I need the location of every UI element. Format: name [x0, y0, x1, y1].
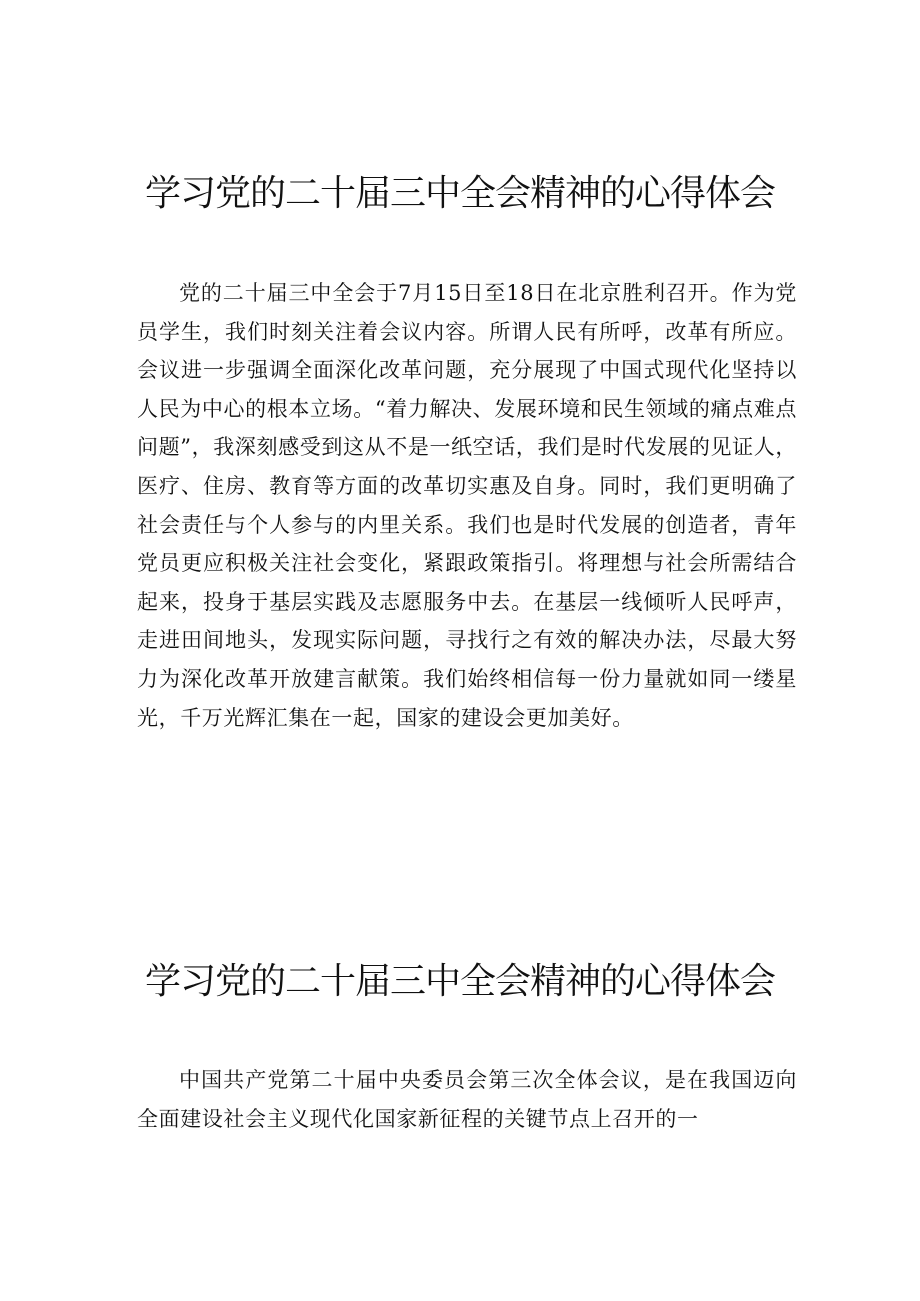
section-title: 学习党的二十届三中全会精神的心得体会	[145, 961, 776, 1002]
section-paragraph: 党的二十届三中全会于7月15日至18日在北京胜利召开。作为党员学生，我们时刻关注着会议内容。所谓人民有所呼，改革有所应。会议进一步强调全面深化改革问题，充分展现了中国式现代化坚持以人民为中心的根本立场。“着力解决、发展环境和民生领域的痛点难点问题”，我深刻感受到这从不是一纸空话，我们是时代发展的见证人，医疗、住房、教育等方面的改革切实惠及自身。同时，我们更明确了社会责任与个人参与的内里关系。我们也是时代发展的创造者，青年党员更应积极关注社会变化，紧跟政策指引。将理想与社会所需结合起来，投身于基层实践及志愿服务中去。在基层一线倾听人民呼声，走进田间地头，发现实际问题，寻找行之有效的解决办法，尽最大努力为深化改革开放建言献策。我们始终相信每一份力量就如同一缕星光，千万光辉汇集在一起，国家的建设会更加美好。	[137, 281, 797, 730]
section-title: 学习党的二十届三中全会精神的心得体会	[145, 173, 776, 214]
section-paragraph: 中国共产党第二十届中央委员会第三次全体会议，是在我国迈向全面建设社会主义现代化国家新征程的关键节点上召开的一	[137, 1068, 797, 1131]
